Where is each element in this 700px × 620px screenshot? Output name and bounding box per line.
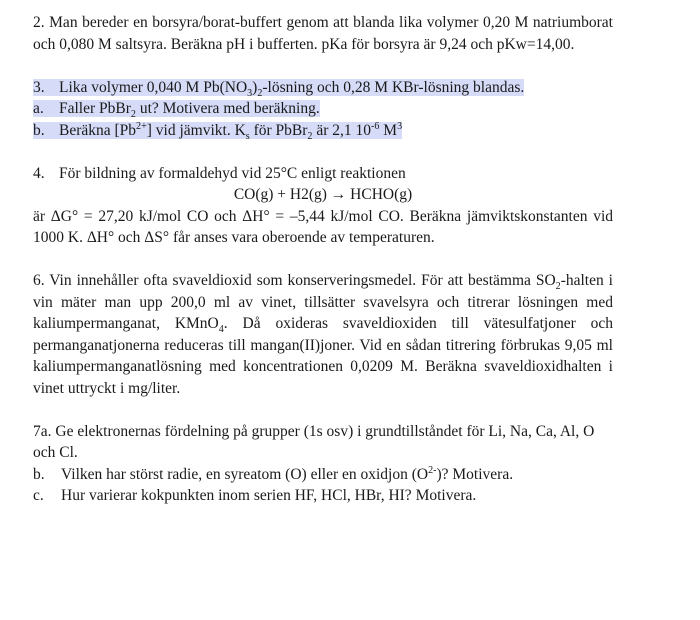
question-3b-text: är 2,1 10 <box>312 121 371 139</box>
question-3-number: 3. <box>33 78 45 96</box>
question-3b-text: Beräkna [Pb <box>59 121 137 139</box>
question-6-text: -halten i vin mäter man upp 200,0 ml av vinet, tillsätter svavelsyra och titrerar lösningen med kaliumpermanganat, KMnO <box>33 272 613 332</box>
question-3a-text: Faller PbBr <box>59 100 131 117</box>
superscript: 2+ <box>136 120 147 132</box>
question-3b-text: ] vid jämvikt. K <box>146 121 246 139</box>
subscript: 4 <box>218 324 224 336</box>
question-7b-number: b. <box>33 465 45 483</box>
question-4-reaction: CO(g) + H2(g) → HCHO(g) <box>233 186 413 203</box>
question-2: 2. Man bereder en borsyra/borat-buffert genom att blanda lika volymer 0,20 M natriumborat och 0,080 M saltsyra. Beräkna pH i bufferten. pKa för borsyra är 9,24 och pKw=14,00. <box>33 14 613 53</box>
question-3-text: ) <box>252 78 258 96</box>
question-7b-text: )? Motivera. <box>436 465 514 483</box>
subscript: s <box>245 130 250 142</box>
spacer <box>33 249 613 271</box>
question-7c-text: Hur varierar kokpunkten inom serien HF, HCl, HBr, HI? Motivera. <box>61 487 477 504</box>
document-page <box>33 12 613 507</box>
question-3b-highlight <box>33 120 403 142</box>
question-3b <box>33 120 613 142</box>
spacer <box>33 399 613 421</box>
question-3b-text: M <box>379 121 398 139</box>
question-3b-number: b. <box>33 121 45 139</box>
question-3a-text: ut? Motivera med beräkning. <box>135 100 320 117</box>
question-3-text: Lika volymer 0,040 M Pb(NO <box>59 78 248 96</box>
question-3a-number: a. <box>33 100 44 117</box>
question-6-text: 6. Vin innehåller ofta svaveldioxid som konserveringsmedel. För att bestämma SO <box>33 272 556 289</box>
superscript: -6 <box>371 120 380 132</box>
spacer <box>33 55 613 77</box>
question-4-intro <box>33 163 613 185</box>
superscript: 3 <box>397 120 403 132</box>
subscript: 2 <box>555 281 561 293</box>
question-7c-number: c. <box>33 487 44 504</box>
question-3 <box>33 77 613 99</box>
subscript: 2 <box>130 109 136 121</box>
subscript: 2 <box>257 87 263 99</box>
question-3a <box>33 98 613 120</box>
question-3-highlight <box>33 78 525 99</box>
question-4-number: 4. <box>33 164 45 182</box>
question-3-text: -lösning och 0,28 M KBr-lösning blandas. <box>262 78 525 96</box>
question-6-text: . Då oxideras svaveldioxiden till vätesulfatjoner och permanganatjonerna reduceras till mangan(II)joner. Vid en sådan titrering förbrukas 9,05 ml kaliumpermanganatlösning med koncentrationen 0,0209 M. Beräkna svaveldioxidhalten i vinet uttryckt i mg/liter. <box>33 315 613 397</box>
superscript: 2- <box>428 464 437 476</box>
question-3a-highlight <box>33 100 320 121</box>
question-7b <box>33 464 613 486</box>
subscript: 3 <box>247 87 253 99</box>
question-6 <box>33 270 613 399</box>
question-7c <box>33 485 613 507</box>
spacer <box>33 141 613 163</box>
question-4-intro-text: För bildning av formaldehyd vid 25°C enligt reaktionen <box>59 164 406 182</box>
subscript: 2 <box>307 130 313 142</box>
question-3b-text: för PbBr <box>249 121 308 139</box>
question-7a: 7a. Ge elektronernas fördelning på grupper (1s osv) i grundtillståndet för Li, Na, Ca, Al, O och Cl. <box>33 422 595 461</box>
question-4-body: är ΔG° = 27,20 kJ/mol CO och ΔH° = –5,44 kJ/mol CO. Beräkna jämviktskonstanten vid 1000 K. ΔH° och ΔS° får anses vara oberoende av temperaturen. <box>33 207 613 246</box>
question-7b-text: Vilken har störst radie, en syreatom (O) eller en oxidjon (O <box>61 465 429 483</box>
